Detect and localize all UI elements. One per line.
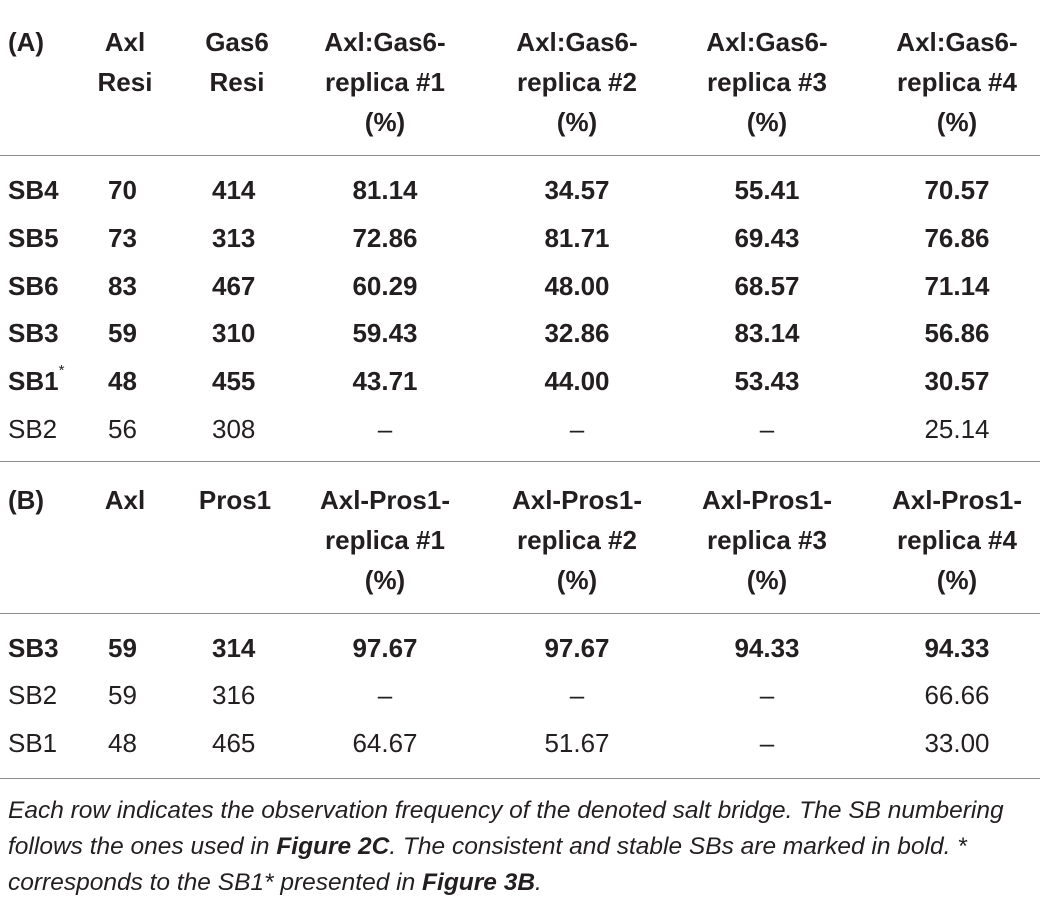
table-a-col-replica-1: Axl:Gas6- replica #1 (%) [324,27,446,137]
ligand-cell: 467 [212,271,256,301]
replica-2-cell: 81.71 [544,223,610,253]
ligand-cell: 308 [212,414,256,444]
table-row [0,719,1040,767]
replica-3-cell: 68.57 [734,271,800,301]
table-caption [8,793,1036,901]
figure-reference: Figure 2C [276,833,390,860]
replica-3-cell: 69.43 [734,223,800,253]
table-b-col-pros1: Pros1 [198,485,272,515]
replica-2-cell: – [569,414,585,444]
replica-1-cell: – [377,680,393,710]
table-row [0,214,1040,262]
ligand-cell: 313 [212,223,256,253]
replica-1-cell: 64.67 [352,728,418,758]
table-row [0,671,1040,719]
table-a-col-replica-3: Axl:Gas6- replica #3 (%) [706,27,828,137]
axl-cell: 59 [108,633,137,663]
replica-2-cell: 97.67 [544,633,610,663]
replica-2-cell: 44.00 [544,366,610,396]
replica-4-cell: 56.86 [924,318,990,348]
replica-1-cell: 97.67 [352,633,418,663]
axl-cell: 73 [108,223,137,253]
replica-4-cell: 30.57 [924,366,990,396]
table-a-col-gas6: Gas6 Resi [205,27,269,97]
divider [0,155,1040,156]
sb-label: SB1 [8,366,59,396]
table-a-col-replica-2: Axl:Gas6- replica #2 (%) [516,27,638,137]
replica-4-cell: 25.14 [924,414,990,444]
replica-1-cell: – [377,414,393,444]
table-b-col-replica-4: Axl-Pros1- replica #4 (%) [891,485,1023,595]
replica-2-cell: 32.86 [544,318,610,348]
replica-2-cell: 48.00 [544,271,610,301]
sb-cell: SB3 [8,318,59,348]
figure-reference: Figure 3B [422,869,536,896]
divider [0,613,1040,614]
replica-3-cell: 94.33 [734,633,800,663]
replica-4-cell: 94.33 [924,633,990,663]
table-a-col-replica-4: Axl:Gas6- replica #4 (%) [896,27,1018,137]
replica-4-cell: 70.57 [924,175,990,205]
replica-3-cell: 83.14 [734,318,800,348]
replica-1-cell: 60.29 [352,271,418,301]
ligand-cell: 465 [212,728,256,758]
sb-marker: * [58,362,65,379]
replica-4-cell: 33.00 [924,728,990,758]
replica-4-cell: 76.86 [924,223,990,253]
ligand-cell: 455 [212,366,256,396]
axl-cell: 83 [108,271,137,301]
table-b-col-replica-3: Axl-Pros1- replica #3 (%) [701,485,833,595]
caption-text: . The consistent and stable SBs are marked in bold. * corresponds to the SB1* presented in [8,833,967,896]
replica-2-cell: 34.57 [544,175,610,205]
replica-3-cell: – [759,728,775,758]
ligand-cell: 314 [212,633,256,663]
sb-cell: SB4 [8,175,59,205]
ligand-cell: 414 [212,175,256,205]
table-b-col-axl: Axl [104,485,146,515]
sb-cell: SB2 [8,414,58,444]
sb-cell: SB2 [8,680,58,710]
table-b-label: (B) [8,485,45,515]
axl-cell: 70 [108,175,137,205]
divider [0,461,1040,462]
table-a-label: (A) [8,27,45,57]
sb-cell [8,357,64,405]
sb-cell: SB6 [8,271,59,301]
replica-1-cell: 43.71 [352,366,418,396]
axl-cell: 48 [108,366,137,396]
axl-cell: 59 [108,318,137,348]
table-row [0,309,1040,357]
replica-2-cell: 51.67 [544,728,610,758]
replica-4-cell: 71.14 [924,271,990,301]
table-a-col-axl: Axl Resi [97,27,153,97]
replica-3-cell: 55.41 [734,175,800,205]
sb-cell: SB5 [8,223,59,253]
replica-4-cell: 66.66 [924,680,990,710]
replica-3-cell: 53.43 [734,366,800,396]
table-b-col-replica-2: Axl-Pros1- replica #2 (%) [511,485,643,595]
replica-2-cell: – [569,680,585,710]
table-row [0,166,1040,214]
caption-text: Each row indicates the observation frequency of the denoted salt bridge. The SB numbering follows the ones used in [8,797,1004,860]
axl-cell: 56 [108,414,137,444]
table-row [0,357,1040,405]
caption-text: . [535,869,542,896]
table-row [0,405,1040,453]
ligand-cell: 316 [212,680,256,710]
replica-3-cell: – [759,414,775,444]
sb-cell: SB1 [8,728,58,758]
replica-3-cell: – [759,680,775,710]
replica-1-cell: 59.43 [352,318,418,348]
axl-cell: 59 [108,680,137,710]
table-b-col-replica-1: Axl-Pros1- replica #1 (%) [319,485,451,595]
axl-cell: 48 [108,728,137,758]
replica-1-cell: 72.86 [352,223,418,253]
divider [0,778,1040,779]
replica-1-cell: 81.14 [352,175,418,205]
table-row [0,262,1040,310]
sb-cell: SB3 [8,633,59,663]
table-row [0,624,1040,672]
ligand-cell: 310 [212,318,256,348]
